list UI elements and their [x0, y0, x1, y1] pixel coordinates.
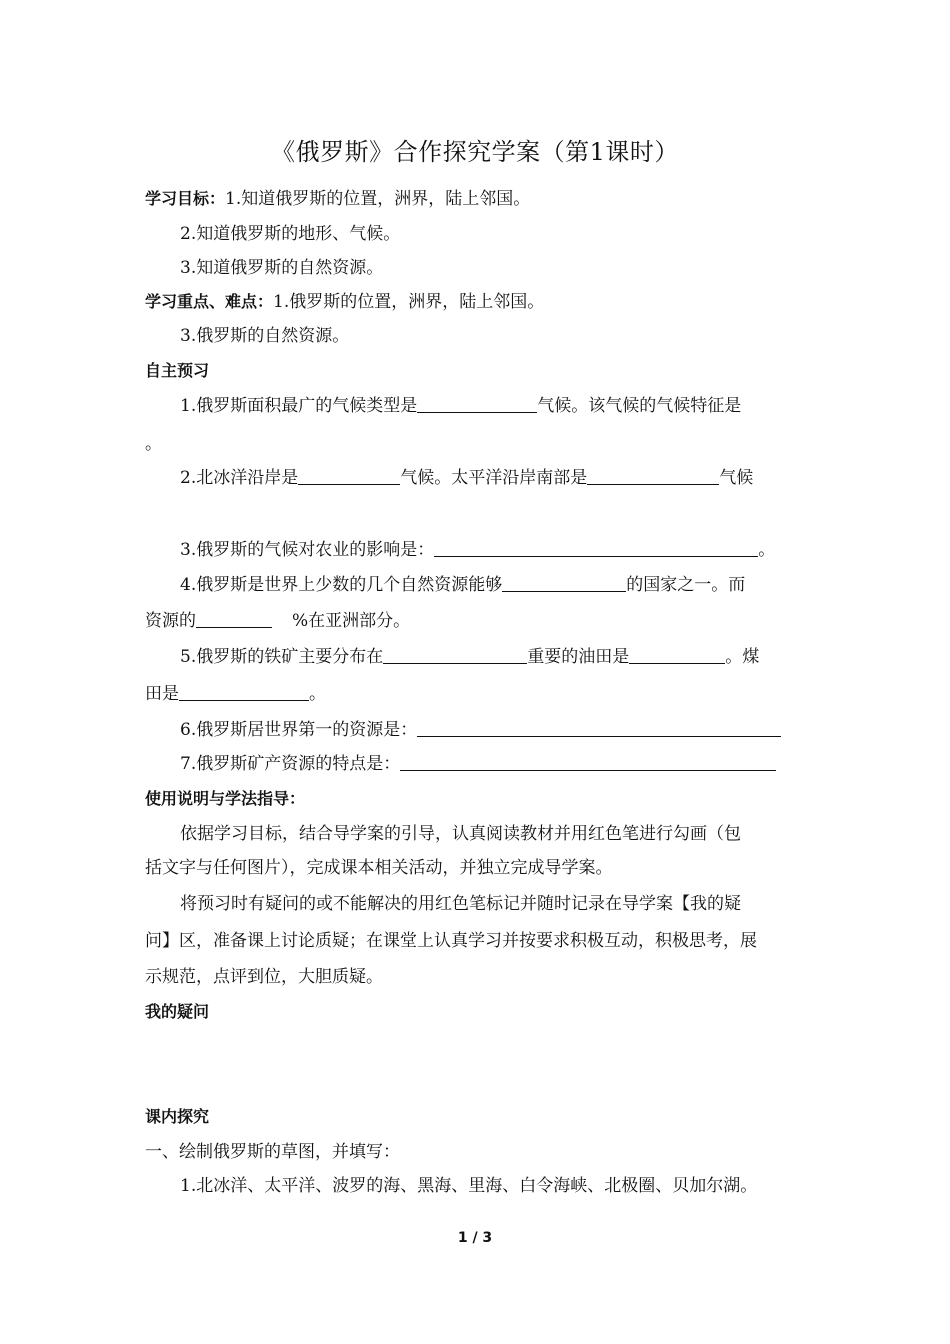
preview-q7 [180, 752, 810, 776]
q2-text: 2.北冰洋沿岸是 [180, 468, 299, 488]
q5-text-4: 田是 [145, 684, 179, 704]
page-number: 1 / 3 [457, 1230, 493, 1246]
guidance-p2-line3: 示规范，点评到位，大胆质疑。 [145, 967, 383, 987]
preview-q5-cont [145, 682, 810, 706]
preview-heading: 自主预习 [145, 361, 210, 380]
guidance-p2-line1: 将预习时有疑问的或不能解决的用红色笔标记并随时记录在导学案【我的疑 [180, 894, 741, 914]
guidance-p1-line2: 括文字与任何图片），完成课本相关活动，并独立完成导学案。 [145, 858, 613, 878]
key-point-item: 1.俄罗斯的位置，洲界，陆上邻国。 [273, 292, 545, 312]
q5-blank-1[interactable] [383, 645, 527, 664]
q2-text-2: 气候。太平洋沿岸南部是 [400, 468, 588, 488]
q2-blank-1[interactable] [298, 466, 400, 485]
q1-text: 1.俄罗斯面积最广的气候类型是 [180, 396, 418, 416]
q5-blank-2[interactable] [629, 645, 725, 664]
inquiry-heading: 课内探究 [145, 1107, 210, 1126]
document-title: 《俄罗斯》合作探究学案（第1课时） [271, 138, 679, 166]
guidance-p2-line2: 问】区，准备课上讨论质疑；在课堂上认真学习并按要求积极互动，积极思考，展 [145, 931, 757, 951]
inquiry-task: 一、绘制俄罗斯的草图，并填写： [145, 1142, 400, 1162]
key-point-item: 3.俄罗斯的自然资源。 [180, 326, 350, 346]
questions-heading: 我的疑问 [145, 1002, 210, 1021]
q5-blank-3[interactable] [179, 682, 309, 701]
guidance-heading: 使用说明与学法指导： [145, 789, 306, 808]
q1-text-2: 气候。该气候的气候特征是 [537, 396, 742, 416]
preview-q6 [180, 718, 810, 742]
objective-item: 1.知道俄罗斯的位置，洲界，陆上邻国。 [225, 189, 531, 209]
q3-text: 3.俄罗斯的气候对农业的影响是： [180, 540, 435, 560]
objectives-label: 学习目标： [145, 189, 226, 208]
objectives-line-1 [145, 187, 810, 211]
q4-text-4: %在亚洲部分。 [292, 611, 411, 631]
q6-blank[interactable] [417, 718, 781, 737]
q4-blank-2[interactable] [196, 609, 272, 628]
q1-end: 。 [145, 434, 162, 454]
q4-text-3: 资源的 [145, 611, 196, 631]
guidance-p1-line1: 依据学习目标，结合导学案的引导，认真阅读教材并用红色笔进行勾画（包 [180, 824, 741, 844]
q3-blank[interactable] [434, 538, 758, 557]
key-points-label: 学习重点、难点： [145, 292, 274, 311]
q4-text-2: 的国家之一。而 [626, 575, 746, 595]
q5-text: 5.俄罗斯的铁矿主要分布在 [180, 647, 384, 667]
q1-blank[interactable] [417, 394, 537, 413]
q5-text-2: 重要的油田是 [527, 647, 630, 667]
q7-text: 7.俄罗斯矿产资源的特点是： [180, 754, 401, 774]
q2-blank-2[interactable] [587, 466, 719, 485]
q4-text: 4.俄罗斯是世界上少数的几个自然资源能够 [180, 575, 503, 595]
q3-end: 。 [758, 540, 776, 560]
q6-text: 6.俄罗斯居世界第一的资源是： [180, 720, 418, 740]
objective-item: 2.知道俄罗斯的地形、气候。 [180, 224, 401, 244]
key-points-line-1 [145, 290, 810, 314]
preview-q2 [180, 466, 810, 490]
q7-blank[interactable] [400, 752, 776, 771]
preview-q4 [180, 573, 810, 597]
preview-q4-cont [145, 609, 810, 633]
q5-end: 。 [309, 684, 326, 704]
preview-q1 [180, 394, 810, 418]
q5-text-3: 。煤 [725, 647, 760, 667]
q2-text-3: 气候 [719, 468, 754, 488]
objective-item: 3.知道俄罗斯的自然资源。 [180, 258, 384, 278]
inquiry-item-1: 1.北冰洋、太平洋、波罗的海、黑海、里海、白令海峡、北极圈、贝加尔湖。 [180, 1176, 758, 1196]
q4-blank-1[interactable] [502, 573, 626, 592]
preview-q3 [180, 538, 810, 562]
preview-q5 [180, 645, 810, 669]
